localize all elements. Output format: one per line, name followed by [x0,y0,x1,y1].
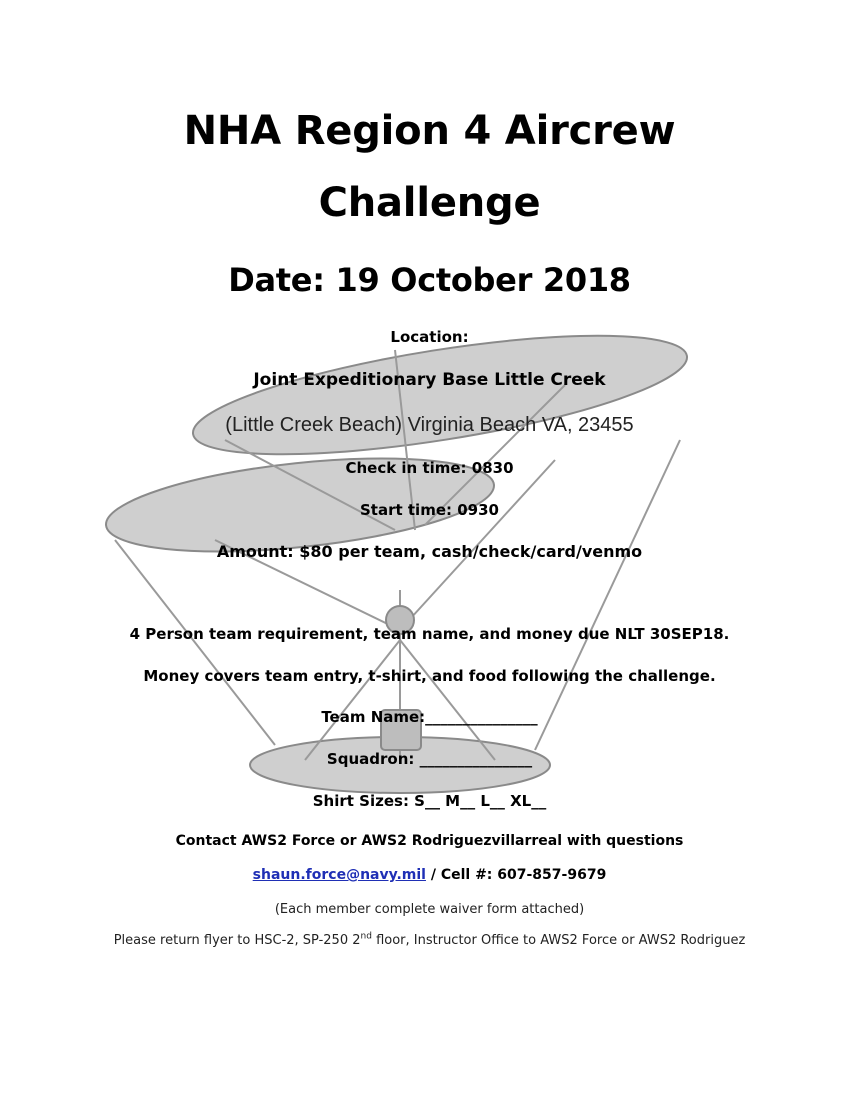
base-name: Joint Expeditionary Base Little Creek [253,370,606,390]
page-title-line-1: NHA Region 4 Aircrew [183,108,676,154]
contact-line: Contact AWS2 Force or AWS2 Rodriguezvillarreal with questions [175,833,684,849]
squadron-field: Squadron: _______________ [326,750,533,768]
team-requirement: 4 Person team requirement, team name, and money due NLT 30SEP18. [129,625,730,643]
location-label: Location: [390,328,469,346]
checkin-time: Check in time: 0830 [345,459,514,477]
team-name-field: Team Name:_______________ [321,708,538,726]
address: (Little Creek Beach) Virginia Beach VA, 23455 [225,414,634,436]
shirt-sizes-field: Shirt Sizes: S__ M__ L__ XL__ [312,792,547,810]
return-instructions [0,933,859,948]
page-title-line-2: Challenge [318,180,541,226]
email-link[interactable]: shaun.force@navy.mil [252,867,426,883]
return-superscript: nd [360,931,372,942]
money-covers: Money covers team entry, t-shirt, and food following the challenge. [143,667,716,685]
waiver-note: (Each member complete waiver form attached) [274,902,585,917]
return-text-b: floor, Instructor Office to AWS2 Force or AWS2 Rodriguez [371,933,746,948]
cell-number: / Cell #: 607-857-9679 [425,867,607,883]
contact-details [0,867,859,883]
event-date: Date: 19 October 2018 [228,261,631,299]
start-time: Start time: 0930 [360,501,499,519]
return-text-a: Please return flyer to HSC-2, SP-250 2 [113,933,361,948]
amount: Amount: $80 per team, cash/check/card/venmo [216,542,643,561]
